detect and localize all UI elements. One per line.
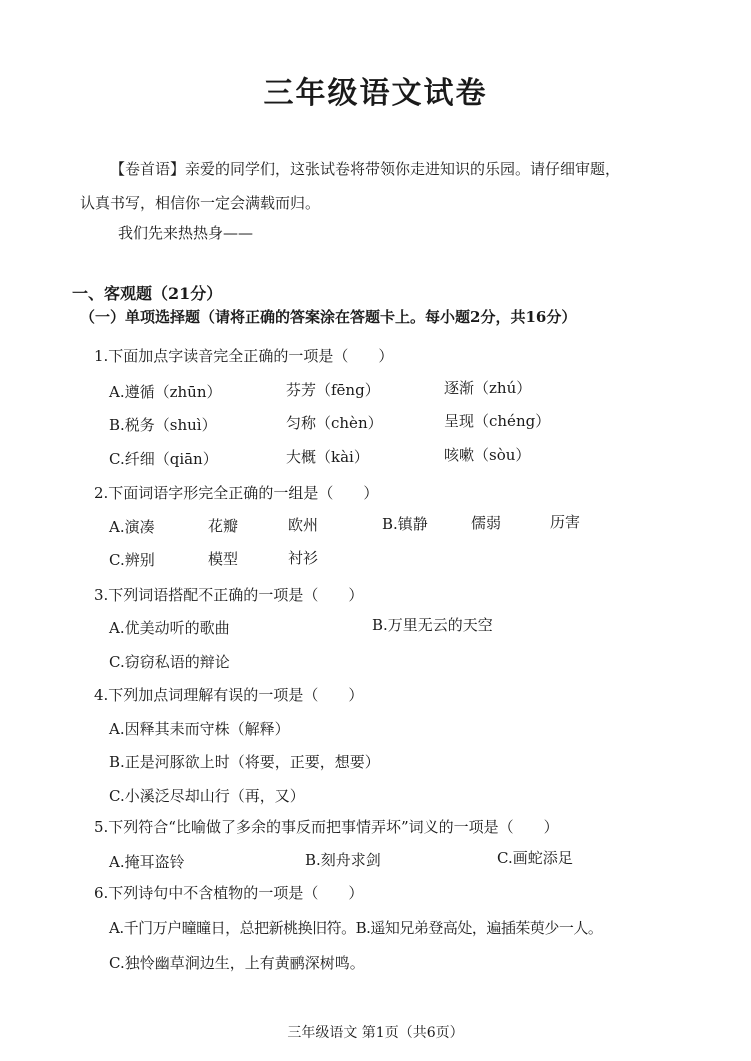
q2-option: A.演凑 [109, 518, 155, 536]
q2-option: 历害 [550, 513, 581, 531]
q2-option: B.镇静 [382, 515, 428, 533]
question-6: 6.下列诗句中不含植物的一项是（ ） [94, 884, 364, 902]
q6-option: A.千门万户曈曈日，总把新桃换旧符。B.遥知兄弟登高处，遍插茱萸少一人。 [109, 919, 603, 937]
q1-option: 大概（kài） [286, 448, 369, 466]
q1-option: 逐渐（zhú） [444, 379, 532, 397]
question-2: 2.下面词语字形完全正确的一组是（ ） [94, 484, 379, 502]
q5-option: A.掩耳盗铃 [109, 853, 185, 871]
q4-option: B.正是河豚欲上时（将要，正要，想要） [109, 753, 380, 771]
q1-option: C.纤细（qiān） [109, 450, 218, 468]
q2-option: 儒弱 [471, 514, 502, 532]
question-4: 4.下列加点词理解有误的一项是（ ） [94, 686, 364, 704]
question-5: 5.下列符合“比喻做了多余的事反而把事情弄坏”词义的一项是（ ） [94, 818, 559, 836]
q2-option: C.辨别 [109, 551, 155, 569]
q2-option: 模型 [208, 550, 239, 568]
intro-line-2: 认真书写，相信你一定会满载而归。 [80, 194, 321, 212]
page-title: 三年级语文试卷 [263, 76, 488, 111]
question-1: 1.下面加点字读音完全正确的一项是（ ） [94, 347, 394, 365]
q1-option: 咳嗽（sòu） [444, 446, 531, 464]
q1-option: B.税务（shuì） [109, 416, 217, 434]
page-footer: 三年级语文 第1页（共6页） [287, 1025, 464, 1041]
q3-option: B.万里无云的天空 [372, 616, 493, 634]
q6-option: C.独怜幽草涧边生，上有黄鹂深树鸣。 [109, 954, 365, 972]
part-title: （一）单项选择题（请将正确的答案涂在答题卡上。每小题2分，共16分） [80, 308, 577, 326]
intro-line-1: 【卷首语】亲爱的同学们，这张试卷将带领你走进知识的乐园。请仔细审题， [110, 160, 621, 178]
q1-option: 匀称（chèn） [286, 414, 383, 432]
q3-option: A.优美动听的歌曲 [109, 619, 230, 637]
q5-option: C.画蛇添足 [497, 849, 573, 867]
q5-option: B.刻舟求剑 [305, 851, 381, 869]
question-3: 3.下列词语搭配不正确的一项是（ ） [94, 586, 364, 604]
warmup-text: 我们先来热热身—— [118, 224, 254, 242]
q1-option: A.遵循（zhūn） [109, 383, 222, 401]
q2-option: 欧州 [288, 516, 319, 534]
q2-option: 花瓣 [208, 517, 239, 535]
intro [80, 152, 700, 220]
q3-option: C.窃窃私语的辩论 [109, 653, 230, 671]
q4-option: C.小溪泛尽却山行（再，又） [109, 787, 305, 805]
q4-option: A.因释其耒而守株（解释） [109, 720, 290, 738]
q2-option: 衬衫 [288, 549, 319, 567]
section-title: 一、客观题（21分） [72, 284, 223, 303]
q1-option: 呈现（chéng） [444, 412, 551, 430]
q1-option: 芬芳（fēng） [286, 381, 380, 399]
